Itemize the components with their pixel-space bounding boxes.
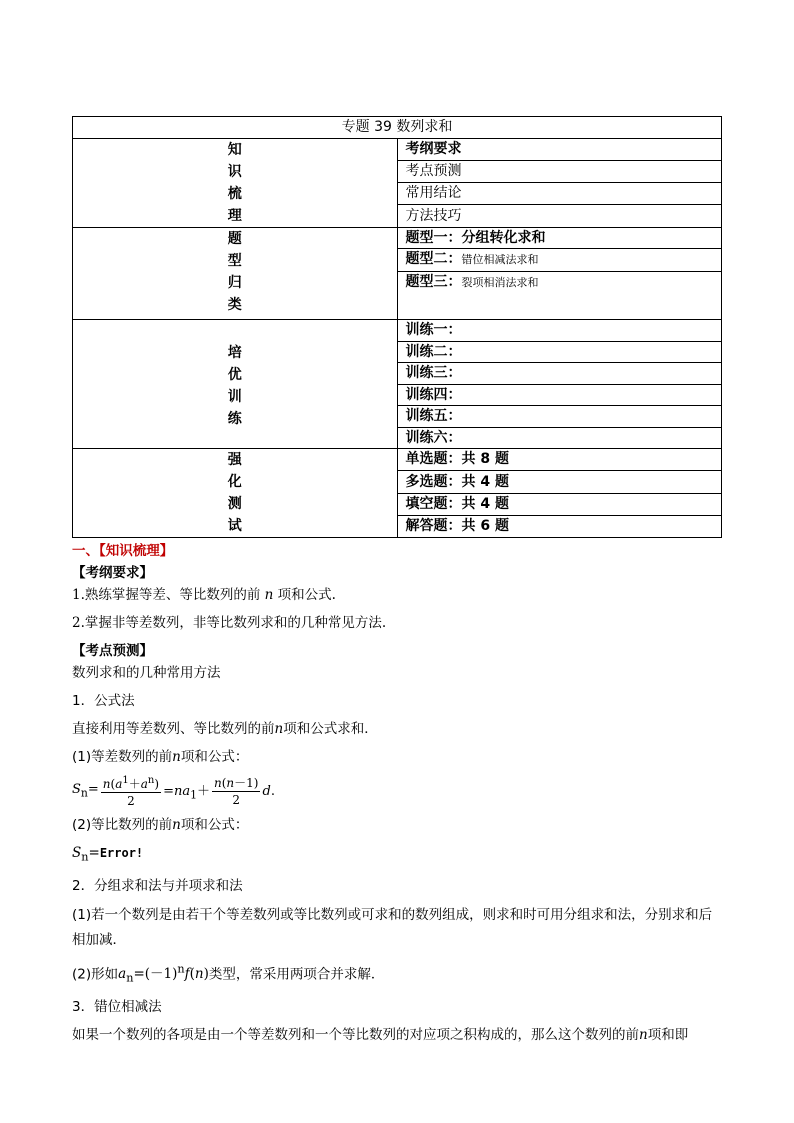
paragraph: (2)形如$a_n=(-1)^nf(n)$类型，常采用两项合并求解． (72, 962, 385, 985)
outline-item[interactable]: 训练一： (397, 320, 722, 342)
paragraph: 如果一个数列的各项是由一个等差数列和一个等比数列的对应项之积构成的，那么这个数列的前n项和即 (72, 1026, 689, 1043)
section-label-types: 题 型 归 类 (73, 227, 398, 320)
method-heading: 2．分组求和法与并项求和法 (72, 877, 243, 894)
outline-item[interactable]: 常用结论 (397, 183, 722, 205)
page (72, 116, 722, 1046)
paragraph: 1.熟练掌握等差、等比数列的前 n 项和公式. (72, 587, 336, 603)
outline-blank-row (397, 293, 722, 320)
heading-knowledge: 一、【知识梳理】 (72, 543, 174, 559)
outline-item[interactable]: 考点预测 (397, 160, 722, 182)
heading-kgyq: 【考纲要求】 (72, 565, 153, 581)
outline-item[interactable]: 训练二： (397, 341, 722, 363)
outline-item[interactable]: 方法技巧 (397, 205, 722, 227)
outline-item[interactable]: 多选题：共 4 题 (397, 471, 722, 493)
outline-item[interactable]: 解答题：共 6 题 (397, 515, 722, 537)
paragraph: 直接利用等差数列、等比数列的前n项和公式求和． (72, 721, 378, 737)
method-heading: 3．错位相减法 (72, 998, 162, 1015)
outline-item[interactable]: 填空题：共 4 题 (397, 493, 722, 515)
paragraph: (1)若一个数列是由若干个等差数列或等比数列或可求和的数列组成，则求和时可用分组求和法，分别求和后相加减． (72, 906, 713, 948)
paragraph: (1)等差数列的前n项和公式： (72, 749, 249, 765)
outline-item[interactable]: 训练三： (397, 363, 722, 385)
section-label-training: 培 优 训 练 (73, 320, 398, 449)
paragraph: 数列求和的几种常用方法 (72, 665, 221, 681)
method-heading: 1．公式法 (72, 693, 135, 709)
arithmetic-sum-formula: $S_n=$ $\frac{n(a^1+a^n)}{2}$ $=na_1+$ $\frac{n(n-1)}{2}$ d. (72, 775, 275, 808)
outline-item[interactable]: 考纲要求 (397, 138, 722, 160)
outline-item[interactable]: 训练五： (397, 406, 722, 428)
geometric-sum-formula: $S_n=Error$! (72, 845, 144, 864)
heading-kdyc: 【考点预测】 (72, 643, 153, 659)
section-label-knowledge: 知 识 梳 理 (73, 138, 398, 227)
outline-item[interactable]: 训练四： (397, 384, 722, 406)
paragraph: (2)等比数列的前n项和公式： (72, 817, 249, 833)
section-label-test: 强 化 测 试 (73, 449, 398, 538)
outline-table (72, 116, 722, 538)
outline-item[interactable]: 训练六： (397, 427, 722, 449)
outline-item[interactable]: 题型三：裂项相消法求和 (397, 271, 722, 293)
outline-item[interactable]: 题型二：错位相减法求和 (397, 249, 722, 272)
table-title: 专题 39 数列求和 (73, 117, 722, 139)
document-body (72, 540, 722, 1046)
outline-item[interactable]: 题型一：分组转化求和 (397, 227, 722, 249)
paragraph: 2.掌握非等差数列，非等比数列求和的几种常见方法. (72, 615, 387, 631)
outline-item[interactable]: 单选题：共 8 题 (397, 449, 722, 471)
